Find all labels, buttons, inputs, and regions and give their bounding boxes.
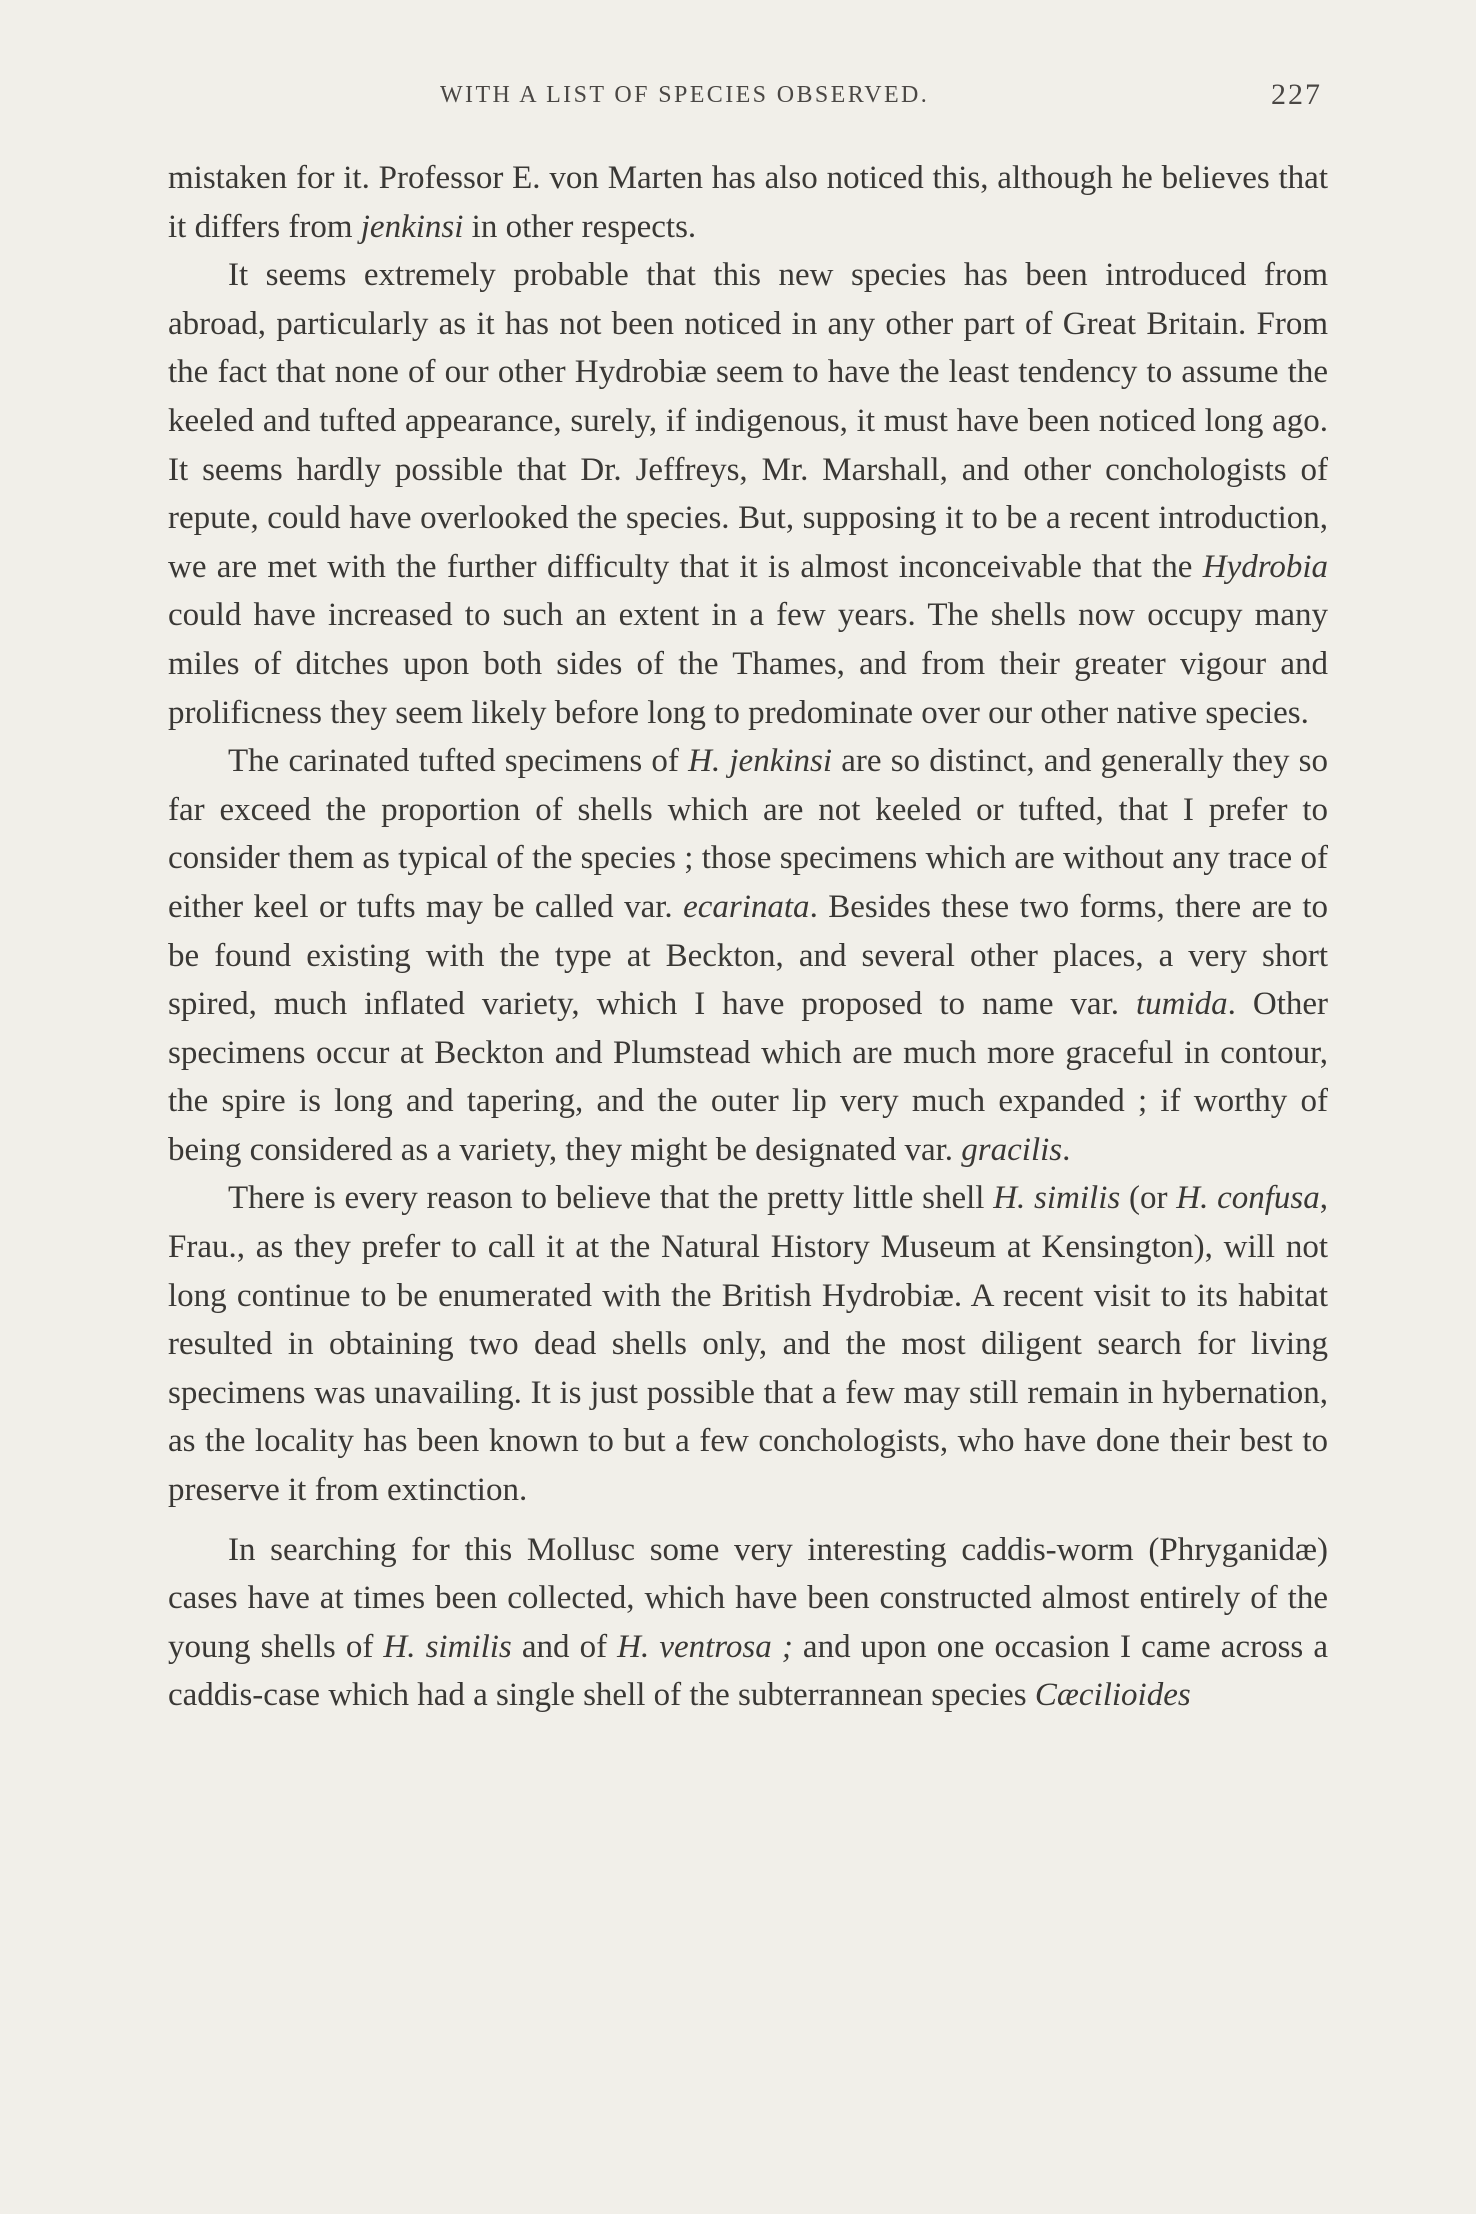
paragraph [168, 1174, 1328, 1514]
text-run: . Besides these two forms, there are to be found existing with the type at Beckton, and several other places, a very short spired, much inflated variety, which I have proposed to name var. [168, 888, 1329, 1023]
italic-term: H. similis [383, 1628, 512, 1665]
text-run: are so distinct, and generally they so far exceed the proportion of shells which are not keeled or tufted, that I prefer to consider them as typical of the species ; those specimens which are without any trace of either keel or tufts may be called var. [168, 743, 1328, 925]
italic-term: H. ventrosa ; [617, 1628, 793, 1665]
text-run: . [1062, 1131, 1071, 1168]
italic-term: tumida [1135, 986, 1228, 1023]
paragraph [168, 251, 1328, 737]
text-run: and upon one occasion I came across a caddis-case which had a single shell of the subterrannean species [168, 1628, 1328, 1714]
text-run: , Frau., as they prefer to call it at the Natural History Museum at Kensington), will not long continue to be enumerated with the British Hydrobiæ. A recent visit to its habitat resulted in obtaining two dead shells only, and the most diligent search for living specimens was unavailing. It is just possible that a few may still remain in hybernation, as the locality has been known to but a few conchologists, who have done their best to preserve it from extinction. [168, 1180, 1328, 1509]
text-run: There is every reason to believe that the pretty little shell [228, 1180, 994, 1217]
page-header [168, 78, 1328, 122]
text-run: In searching for this Mollusc some very interesting caddis-worm (Phryganidæ) cases have at times been collected, which have been constructed almost entirely of the young shells of [168, 1531, 1328, 1665]
text-run: . Other specimens occur at Beckton and Plumstead which are much more graceful in contour, the spire is long and tapering, and the outer lip very much expanded ; if worthy of being considered as a variety, they might be designated var. [168, 986, 1328, 1168]
italic-term: H. similis [993, 1180, 1121, 1217]
text-run: It seems extremely probable that this new species has been introduced from abroad, particularly as it has not been noticed in any other part of Great Britain. From the fact that none of our other Hydrobiæ seem to have the least tendency to assume the keeled and tufted appearance, surely, if indigenous, it must have been noticed long ago. It seems hardly possible that Dr. Jeffreys, Mr. Marshall, and other conchologists of repute, could have overlooked the species. But, supposing it to be a recent introduction, we are met with the further difficulty that it is almost inconceivable that the [168, 257, 1328, 585]
italic-term: Cæcilioides [1034, 1677, 1191, 1714]
italic-term: H. jenkinsi [688, 743, 833, 780]
running-head: WITH A LIST OF SPECIES OBSERVED. [440, 82, 930, 108]
italic-term: H. confusa [1176, 1180, 1320, 1217]
italic-term: jenkinsi [360, 208, 464, 245]
text-run: (or [1120, 1180, 1177, 1217]
text-run: mistaken for it. Professor E. von Marten has also noticed this, although he believes that it differs from [168, 160, 1328, 245]
italic-term: ecarinata [683, 888, 810, 925]
italic-term: gracilis [961, 1131, 1063, 1168]
paragraph [168, 737, 1328, 1174]
text-run: in other respects. [463, 208, 697, 245]
paragraph [168, 154, 1328, 251]
paragraph [168, 1526, 1328, 1720]
text-run: could have increased to such an extent in a few years. The shells now occupy many miles of ditches upon both sides of the Thames, and from their greater vigour and prolificness they seem likely before long to predominate over our other native species. [168, 597, 1328, 731]
text-run: The carinated tufted specimens of [228, 743, 689, 780]
body-text [168, 154, 1328, 1720]
page-number: 227 [1271, 78, 1322, 111]
italic-term: Hydrobia [1202, 548, 1328, 585]
text-run: and of [511, 1628, 618, 1665]
